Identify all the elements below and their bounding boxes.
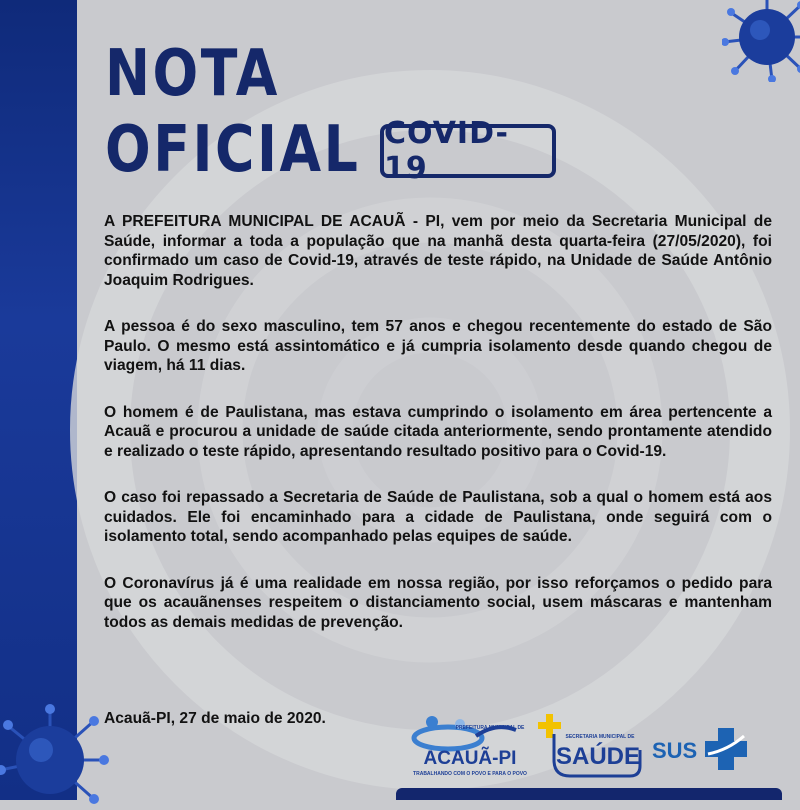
sus-text: SUS: [652, 738, 698, 763]
sus-logo: [652, 726, 762, 772]
prefeitura-name-text: ACAUÃ-PI: [423, 748, 517, 769]
covid-badge: [380, 116, 556, 186]
bottom-bar: [396, 788, 782, 800]
signature-date: Acauã-PI, 27 de maio de 2020.: [104, 710, 326, 727]
prefeitura-slogan-text: TRABALHANDO COM O POVO E PARA O POVO: [413, 771, 527, 777]
paragraph: O homem é de Paulistana, mas estava cumprindo o isolamento em área pertencente a Acauã e procurou a unidade de saúde citada anteriormente, sendo prontamente atendido e realizado o teste rápido, apresentando resultado positivo para o Covid-19.: [104, 403, 772, 460]
prefeitura-acaua-logo: [408, 712, 533, 780]
saude-name-text: SAÚDE: [555, 743, 641, 770]
covid-badge-label: COVID-19: [384, 116, 510, 186]
left-blue-band: [0, 0, 77, 800]
prefeitura-top-text: PREFEITURA MUNICIPAL DE: [455, 725, 525, 731]
page-title-line2: OFICIAL: [105, 113, 361, 187]
paragraph: O Coronavírus já é uma realidade em nossa região, por isso reforçamos o pedido para que os acauãnenses respeitem o distanciamento social, usem máscaras e mantenham todos as demais medidas de prevenção.: [104, 574, 772, 631]
paragraph: A PREFEITURA MUNICIPAL DE ACAUÃ - PI, vem por meio da Secretaria Municipal de Saúde, informar a toda a população que na manhã desta quarta-feira (27/05/2020), foi confirmado um caso de Covid-19, através de teste rápido, na Unidade de Saúde Antônio Joaquim Rodrigues.: [104, 213, 772, 289]
paragraph: O caso foi repassado a Secretaria de Saúde de Paulistana, sob a qual o homem está aos cuidados. Ele foi encaminhado para a cidade de Paulistana, onde seguirá com o isolamento total, sendo acompanhado pelas equipes de saúde.: [104, 489, 772, 545]
secretaria-saude-logo: [538, 712, 643, 782]
paragraph: A pessoa é do sexo masculino, tem 57 anos e chegou recentemente do estado de São Paulo. O mesmo está assintomático e já cumpria isolamento desde quando chegou de viagem, há 11 dias.: [104, 318, 772, 374]
notice-body: [104, 212, 772, 659]
page-title-line1: NOTA: [105, 37, 280, 111]
saude-top-text: SECRETARIA MUNICIPAL DE: [565, 734, 635, 740]
virus-icon: [722, 0, 800, 82]
